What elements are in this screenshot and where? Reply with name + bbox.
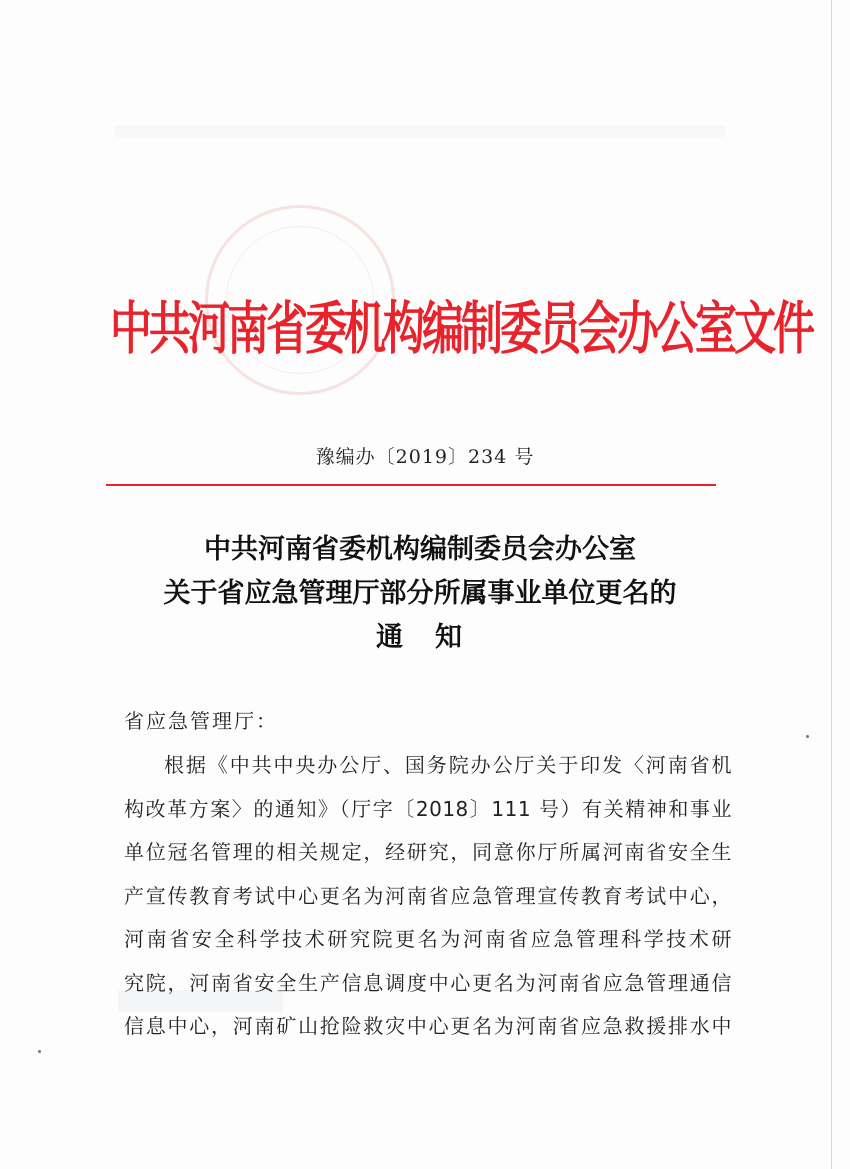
- red-divider-line: [106, 484, 716, 486]
- document-number: 豫编办〔2019〕234 号: [315, 446, 535, 468]
- title-line: 关于省应急管理厅部分所属事业单位更名的: [163, 578, 677, 609]
- scan-speck: [806, 735, 809, 738]
- body-line: 根据《中共中央办公厅、国务院办公厅关于印发〈河南省机: [164, 753, 732, 777]
- body-line: 河南省安全科学技术研究院更名为河南省应急管理科学技术研: [124, 927, 732, 951]
- body-line: 构改革方案〉的通知》（厅字〔2018〕111 号）有关精神和事业: [124, 796, 732, 821]
- body-line: 产宣传教育考试中心更名为河南省应急管理宣传教育考试中心，: [124, 883, 732, 908]
- body-line: 信息中心，河南矿山抢险救灾中心更名为河南省应急救援排水中: [124, 1014, 732, 1038]
- body-line: 单位冠名管理的相关规定，经研究，同意你厅所属河南省安全生: [124, 840, 732, 864]
- addressee: 省应急管理厅：: [124, 709, 278, 733]
- scan-edge-line: [831, 0, 832, 1169]
- red-header-title: 中共河南省委机构编制委员会办公室文件: [110, 295, 813, 362]
- title-notice-char: 通: [376, 622, 405, 653]
- title-notice: [100, 616, 740, 660]
- document-title: [100, 528, 740, 660]
- title-line: 中共河南省委机构编制委员会办公室: [204, 534, 636, 565]
- bleed-through-text: [115, 126, 725, 138]
- scan-speck: [38, 1050, 41, 1053]
- body-text: [124, 744, 732, 1049]
- title-notice-char: 知: [435, 622, 464, 653]
- body-line: 究院，河南省安全生产信息调度中心更名为河南省应急管理通信: [124, 970, 732, 995]
